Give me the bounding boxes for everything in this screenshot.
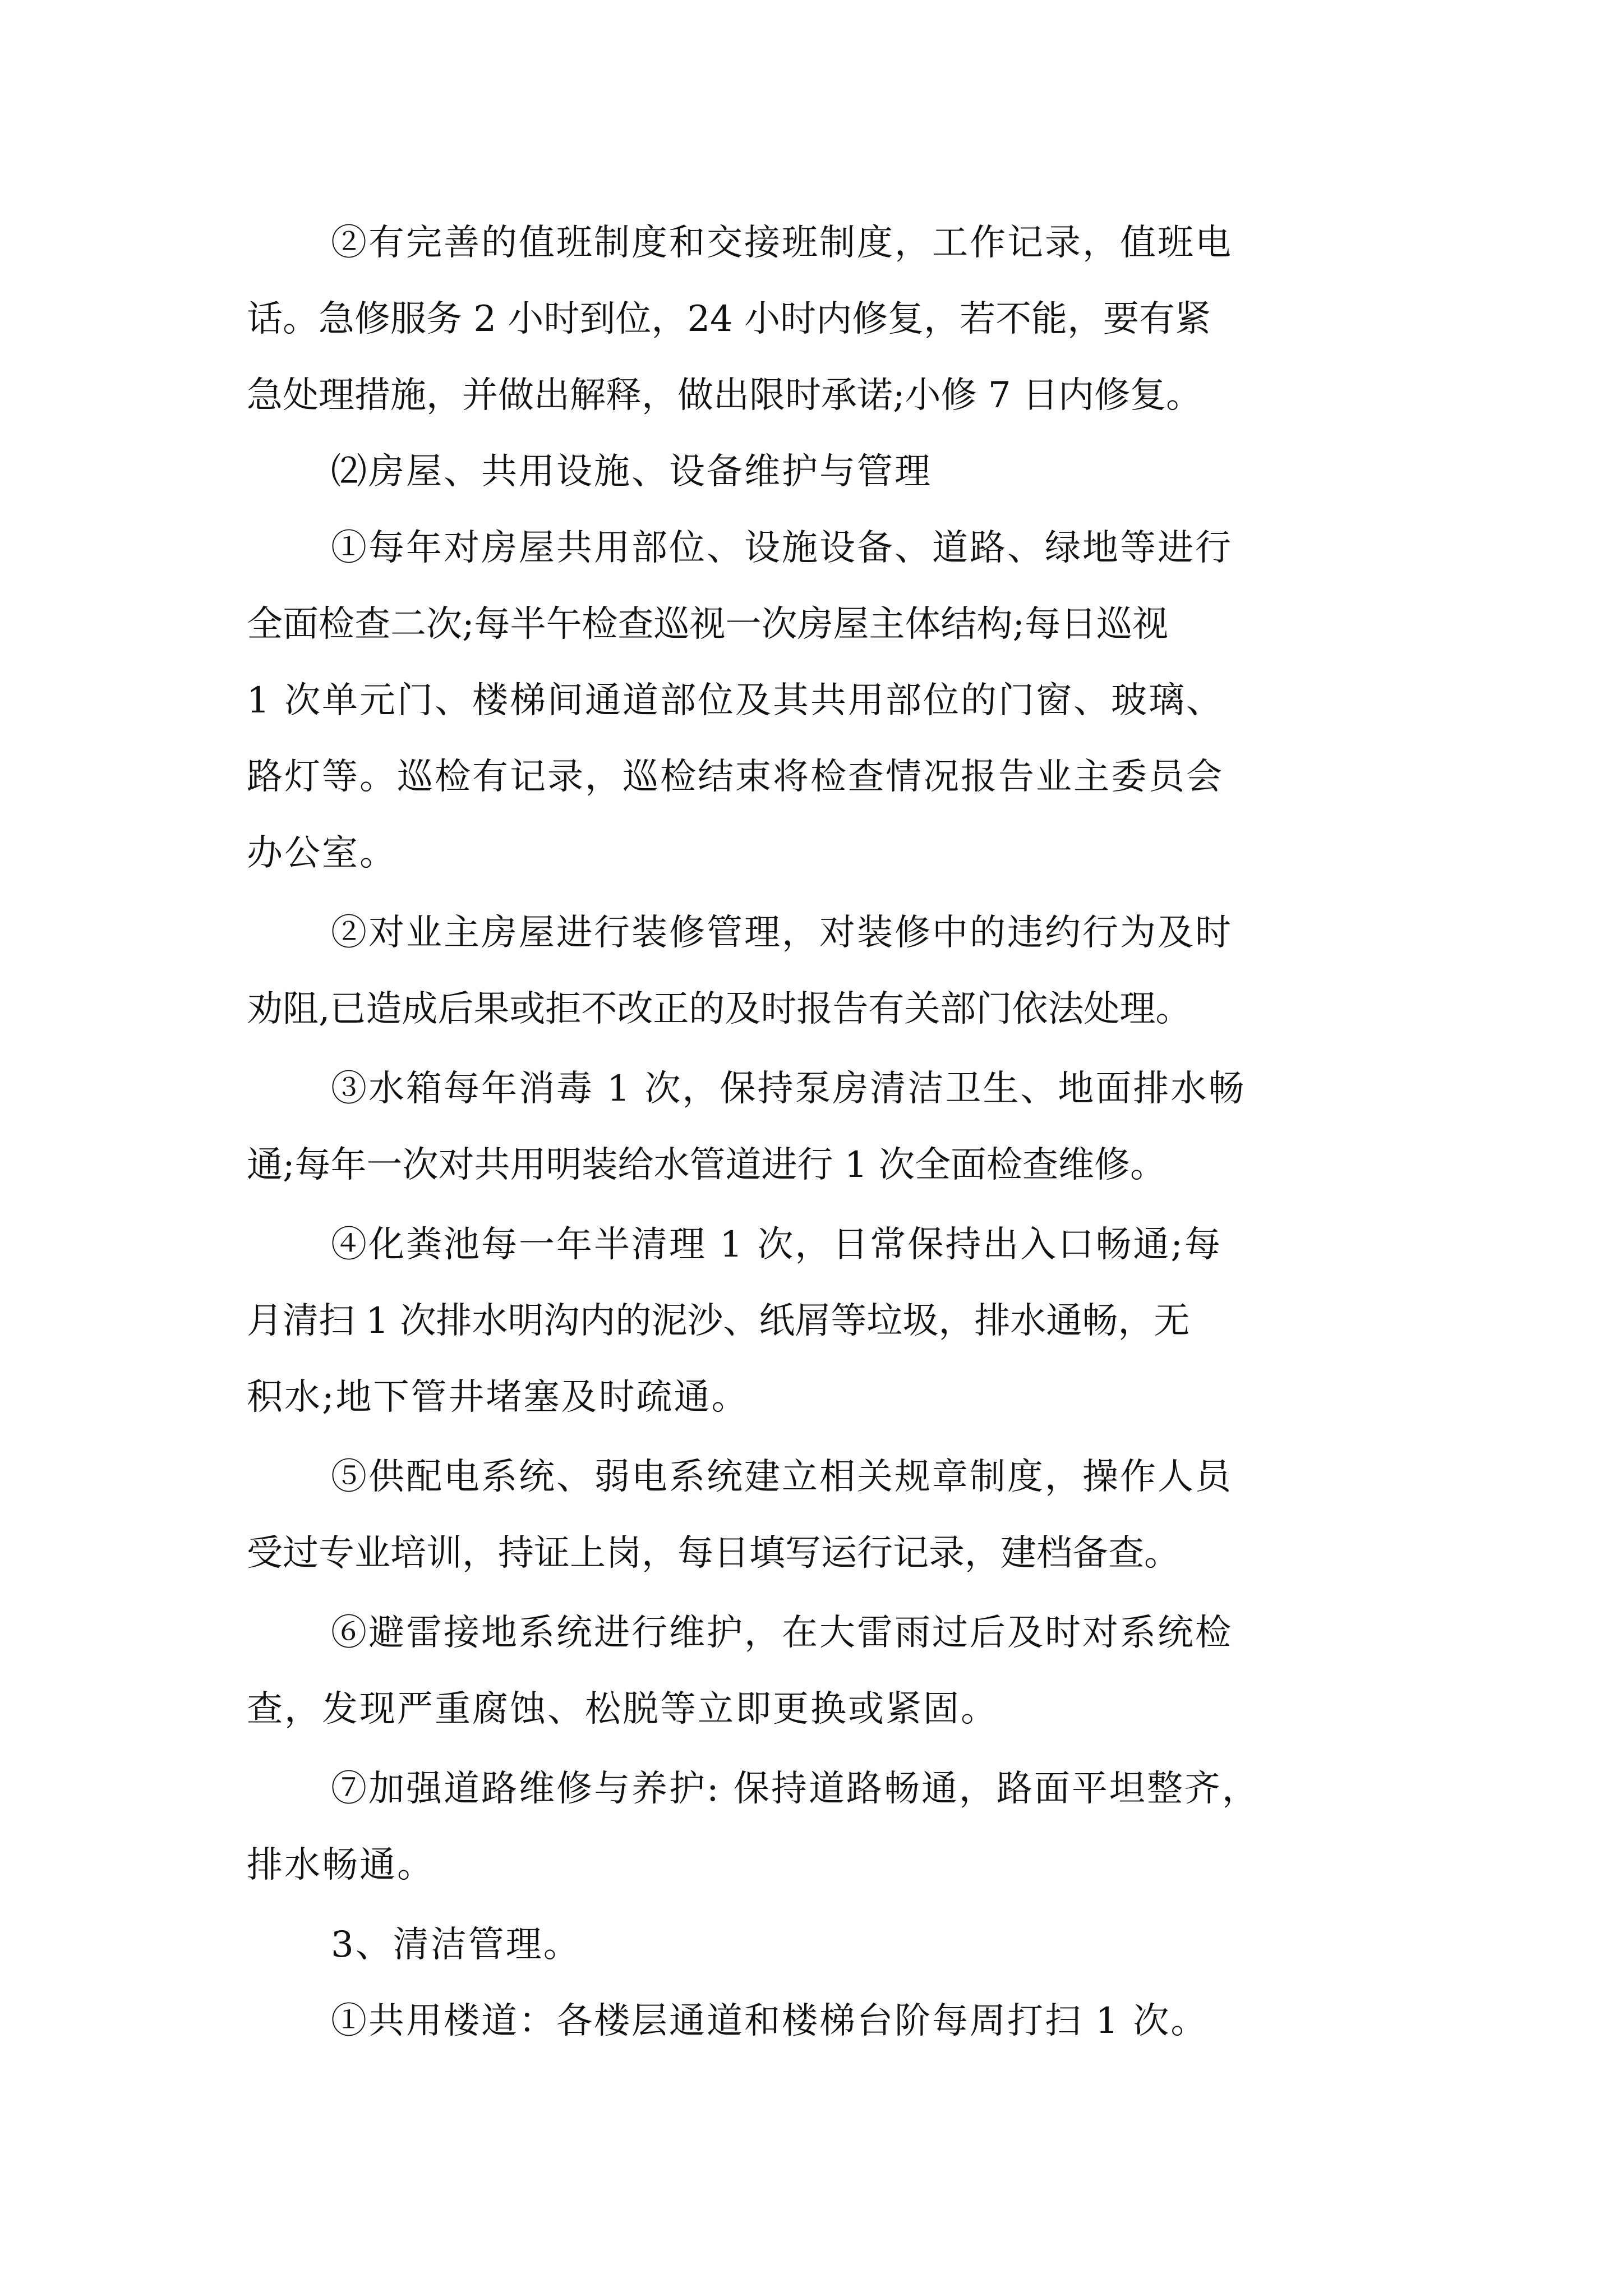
text-line: 话。急修服务 2 小时到位，24 小时内修复，若不能，要有紧 bbox=[247, 298, 1211, 340]
text-line: ⑤供配电系统、弱电系统建立相关规章制度，操作人员 bbox=[331, 1456, 1233, 1498]
section-heading: ⑵房屋、共用设施、设备维护与管理 bbox=[331, 451, 932, 493]
text-line: 全面检查二次;每半午检查巡视一次房屋主体结构;每日巡视 bbox=[247, 604, 1169, 645]
text-line: 路灯等。巡检有记录，巡检结束将检查情况报告业主委员会 bbox=[247, 756, 1224, 798]
text-line: ①每年对房屋共用部位、设施设备、道路、绿地等进行 bbox=[331, 527, 1233, 569]
text-line: ⑦加强道路维修与养护: 保持道路畅通，路面平坦整齐， bbox=[331, 1768, 1260, 1810]
text-line: ①共用楼道：各楼层通道和楼梯台阶每周打扫 1 次。 bbox=[331, 2000, 1209, 2042]
section-heading: 3、清洁管理。 bbox=[331, 1924, 581, 1966]
text-line: ②有完善的值班制度和交接班制度，工作记录，值班电 bbox=[331, 222, 1233, 264]
text-line: 急处理措施，并做出解释，做出限时承诺;小修 7 日内修复。 bbox=[247, 375, 1202, 416]
text-line: ③水箱每年消毒 1 次，保持泵房清洁卫生、地面排水畅 bbox=[331, 1068, 1246, 1110]
text-line: 通;每年一次对共用明装给水管道进行 1 次全面检查维修。 bbox=[247, 1144, 1166, 1186]
text-line: 受过专业培训，持证上岗，每日填写运行记录，建档备查。 bbox=[247, 1533, 1180, 1574]
text-line: 月清扫 1 次排水明沟内的泥沙、纸屑等垃圾，排水通畅，无 bbox=[247, 1300, 1190, 1342]
text-line: 劝阻,已造成后果或拒不改正的及时报告有关部门依法处理。 bbox=[247, 988, 1192, 1030]
text-line: ②对业主房屋进行装修管理，对装修中的违约行为及时 bbox=[331, 912, 1233, 954]
text-line: 办公室。 bbox=[247, 832, 397, 874]
text-line: 查，发现严重腐蚀、松脱等立即更换或紧固。 bbox=[247, 1688, 998, 1730]
text-line: 积水;地下管井堵塞及时疏通。 bbox=[247, 1377, 749, 1418]
text-line: ⑥避雷接地系统进行维护，在大雷雨过后及时对系统检 bbox=[331, 1612, 1233, 1654]
text-line: ④化粪池每一年半清理 1 次，日常保持出入口畅通;每 bbox=[331, 1224, 1222, 1266]
text-line: 1 次单元门、楼梯间通道部位及其共用部位的门窗、玻璃、 bbox=[247, 680, 1224, 721]
text-line: 排水畅通。 bbox=[247, 1844, 435, 1886]
